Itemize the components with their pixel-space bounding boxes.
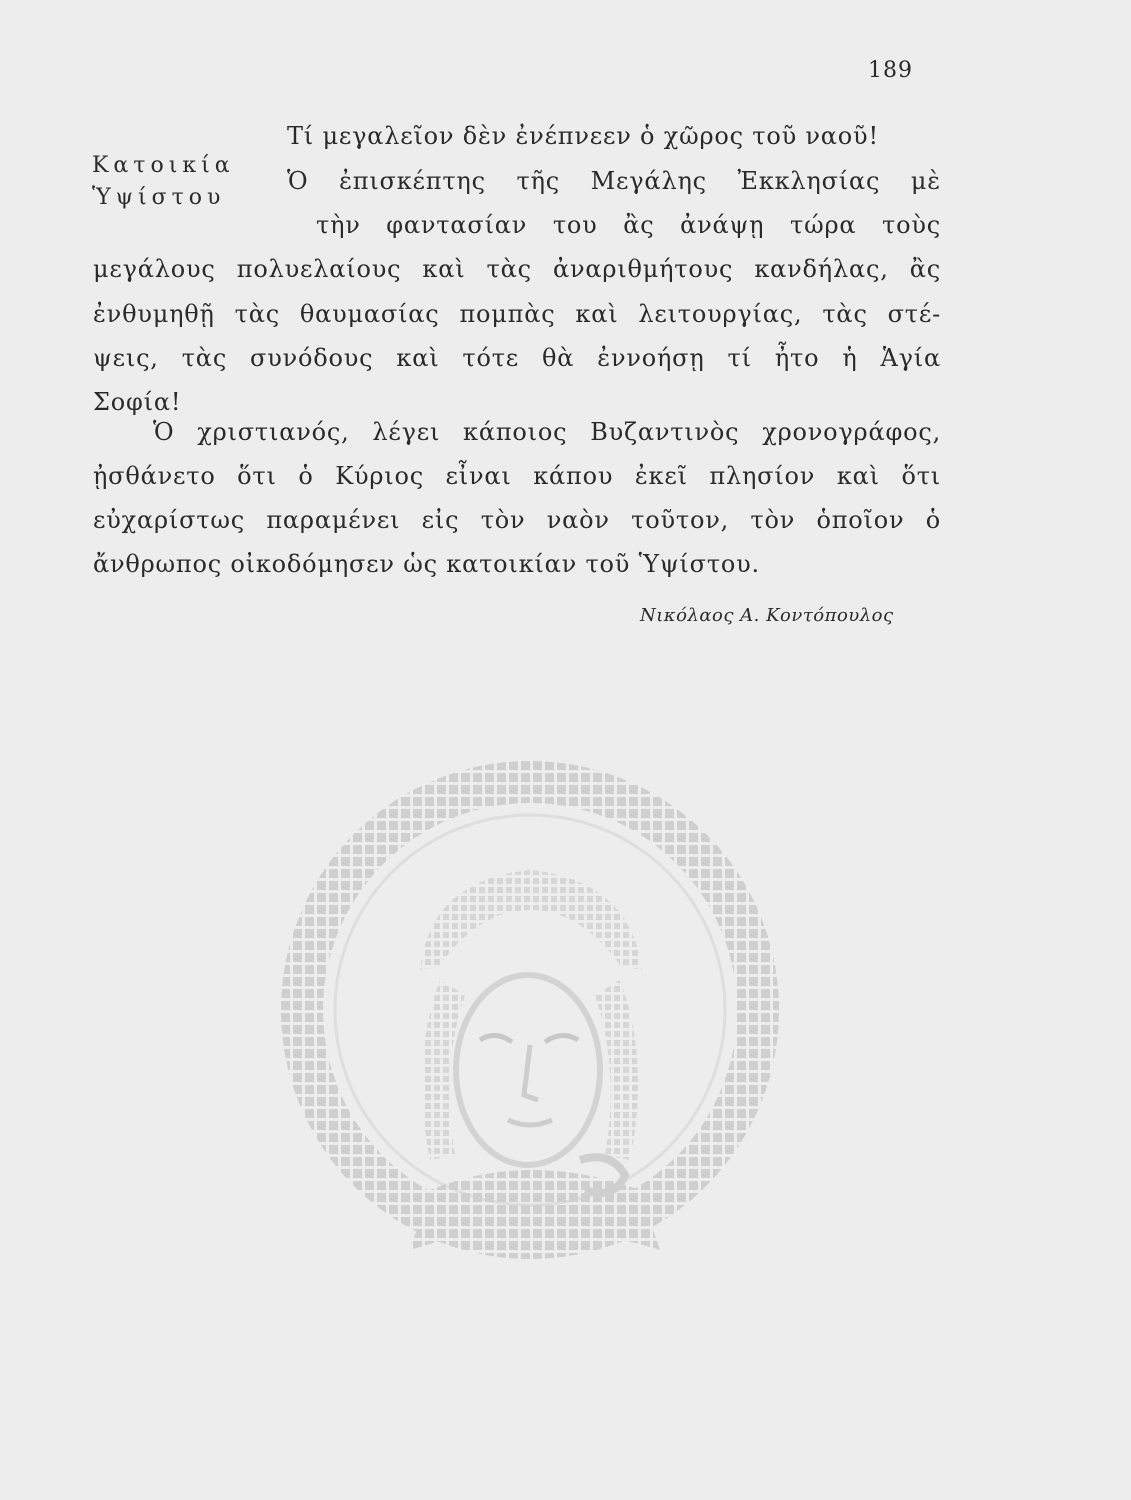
text-line: Τί μεγαλεῖον δὲν ἐνέπνεεν ὁ χῶρος τοῦ ναοῦ! [287,122,879,150]
text-line: μεγάλους πολυελαίους καὶ τὰς ἀναριθμήτους κανδήλας, ἂς [93,255,941,283]
marginal-note-line-2: Ὑψίστου [92,185,226,210]
mosaic-portrait-illustration [280,760,780,1280]
eye-right [545,1035,578,1042]
crown [420,870,642,970]
text-line: ἐνθυμηθῇ τὰς θαυμασίας πομπὰς καὶ λειτουργίας, τὰς στέ- [93,300,941,328]
text-line: Ὁ ἐπισκέπτης τῆς Μεγάλης Ἐκκλησίας μὲ [287,167,941,195]
marginal-note-line-1: Κατοικία [92,153,235,178]
halo-ring [302,782,758,1238]
text-line: ἄνθρωπος οἰκοδόμησεν ὡς κατοικίαν τοῦ Ὑψίστου. [93,550,760,578]
page-number: 189 [868,58,913,83]
text-line: Σοφία! [93,388,182,416]
author-signature: Νικόλαος Α. Κοντόπουλος [640,605,894,626]
nose [524,1045,538,1100]
eye-left [480,1035,512,1042]
text-line: τὴν φαντασίαν του ἂς ἀνάψῃ τώρα τοὺς [316,211,941,239]
text-line: εὐχαρίστως παραμένει εἰς τὸν ναὸν τοῦτον, τὸν ὁποῖον ὁ [93,506,941,534]
marginal-note [92,150,235,214]
text-line: ψεις, τὰς συνόδους καὶ τότε θὰ ἐννοήσῃ τί ἦτο ἡ Ἁγία [93,344,941,372]
text-line: Ὁ χριστιανός, λέγει κάποιος Βυζαντινὸς χρονογράφος, [153,418,941,446]
mouth [508,1120,552,1125]
text-line: ᾐσθάνετο ὅτι ὁ Κύριος εἶναι κάπου ἐκεῖ πλησίον καὶ ὅτι [93,462,941,490]
